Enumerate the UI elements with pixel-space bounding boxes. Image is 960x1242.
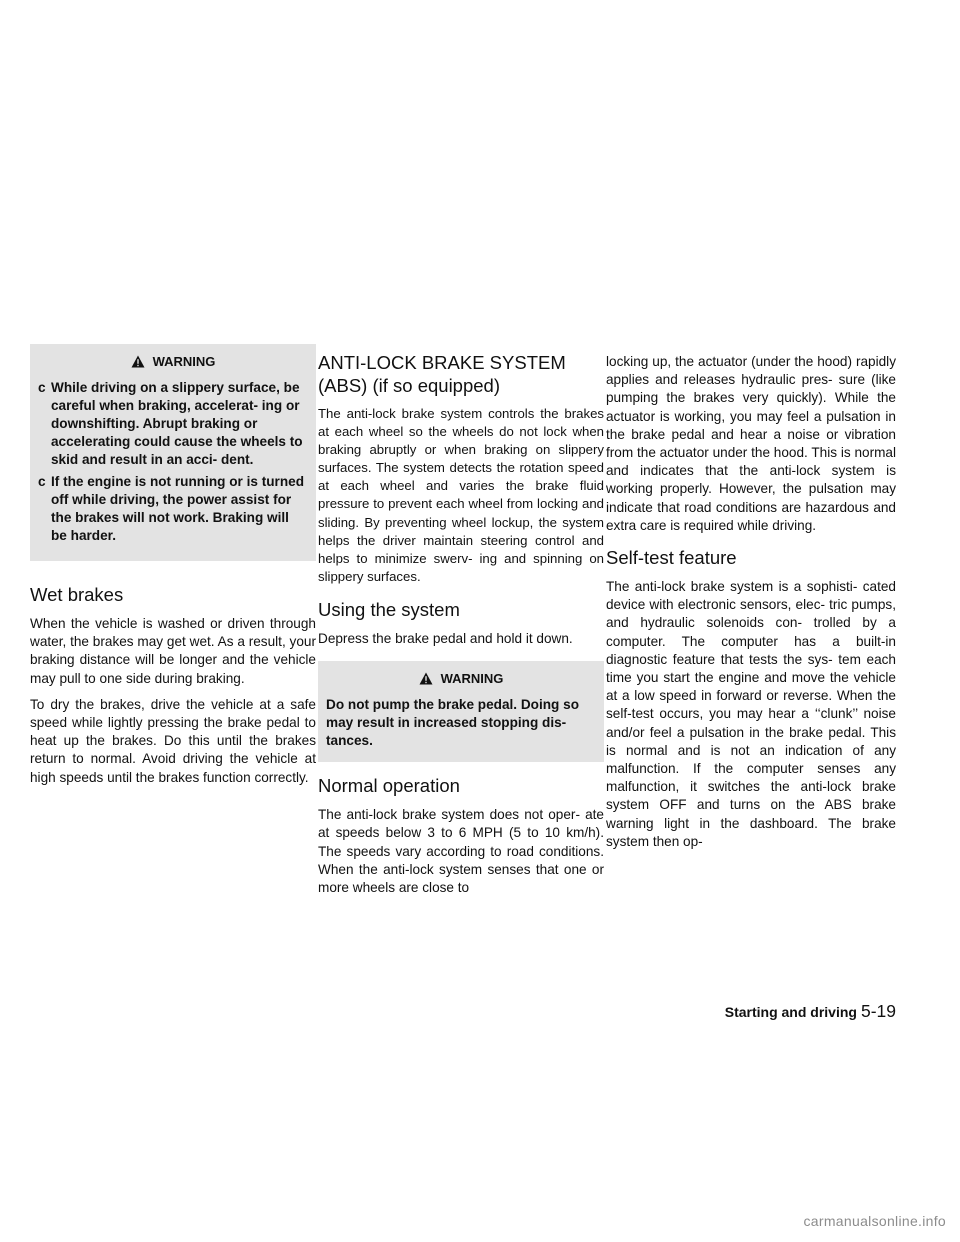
- warning-title: WARNING: [440, 671, 504, 687]
- heading-self-test: Self-test feature: [606, 547, 737, 569]
- paragraph-wet-brakes-1: When the vehicle is washed or driven through water, the brakes may get wet. As a result, your braking distance will be longer and the vehicle may pull to one side during braking.: [30, 616, 316, 686]
- heading-normal-operation: Normal operation: [318, 775, 460, 797]
- watermark: carmanualsonline.info: [803, 1213, 946, 1229]
- warning-box-pump: [318, 661, 604, 762]
- warning-item: [38, 379, 308, 469]
- heading-abs-line1: ANTI-LOCK BRAKE SYSTEM: [318, 352, 566, 373]
- heading-using-system: Using the system: [318, 598, 460, 620]
- bullet: c: [38, 474, 46, 489]
- column-2: [318, 351, 604, 897]
- warning-header: [326, 671, 596, 688]
- paragraph-actuator: locking up, the actuator (under the hood) rapidly applies and releases hydraulic pres- sure (like pumping the brakes very quickly). While the actuator is working, you may feel a pulsation in the brake pedal and hear a noise or vibration from the actuator under the hood. This is normal and indicates that the anti-lock system is working properly. However, the pulsation may indicate that road conditions are hazardous and extra care is required while driving.: [606, 354, 896, 533]
- warning-box-driving: [30, 344, 316, 561]
- warning-item-text: While driving on a slippery surface, be careful when braking, accelerat- ing or downshifting. Abrupt braking or accelerating could cause the wheels to skid and result in an acci- dent.: [51, 380, 303, 467]
- warning-item-text: If the engine is not running or is turned off while driving, the power assist for the brakes will not work. Braking will be harder.: [51, 474, 304, 543]
- paragraph-abs: The anti-lock brake system controls the brakes at each wheel so the wheels do not lock when braking abruptly or when braking on slippery surfaces. The system detects the rotation speed at each wheel and varies the brake fluid pressure to prevent each wheel from locking and sliding. By preventing wheel lockup, the system helps the driver maintain steering control and helps to minimize swerv- ing and spinning on slippery surfaces.: [318, 406, 604, 584]
- warning-triangle-icon: [419, 672, 433, 688]
- warning-triangle-icon: [131, 355, 145, 371]
- paragraph-using-system: Depress the brake pedal and hold it down.: [318, 630, 573, 646]
- heading-abs-line2: (ABS) (if so equipped): [318, 375, 501, 396]
- warning-header: [38, 354, 308, 371]
- paragraph-self-test: The anti-lock brake system is a sophisti- cated device with electronic sensors, elec- tric pumps, and hydraulic solenoids con- trolled by a computer. The computer has a built-in diagnostic feature that tests the sys- tem each time you start the engine and move the vehicle at a low speed in forward or reverse. When the self-test occurs, you may hear a ‘‘clunk’’ noise and/or feel a pulsation in the brake pedal. This is normal and is not an indication of any malfunction. If the computer senses any malfunction, it switches the anti-lock brake system OFF and turns on the ABS brake warning light in the dashboard. The brake system then op-: [606, 579, 896, 849]
- warning-text: Do not pump the brake pedal. Doing so may result in increased stopping dis- tances.: [326, 697, 580, 749]
- heading-abs: [318, 351, 604, 397]
- page-number: 5-19: [860, 1001, 896, 1021]
- warning-item: [38, 473, 308, 545]
- column-3: [606, 353, 896, 851]
- footer-section-title: Starting and driving: [724, 1004, 857, 1020]
- warning-title: WARNING: [152, 354, 216, 369]
- column-1: [30, 344, 316, 787]
- heading-wet-brakes: Wet brakes: [30, 584, 124, 605]
- paragraph-normal-operation: The anti-lock brake system does not oper- ate at speeds below 3 to 6 MPH (5 to 10 km/h). The speeds vary according to road conditions. When the anti-lock system senses that one or more wheels are close to: [318, 807, 604, 895]
- paragraph-wet-brakes-2: To dry the brakes, drive the vehicle at a safe speed while lightly pressing the brake pedal to heat up the brakes. Do this until the brakes return to normal. Avoid driving the vehicle at high speeds until the brakes function correctly.: [30, 696, 316, 785]
- page-footer: [606, 1001, 896, 1022]
- bullet: c: [38, 380, 46, 395]
